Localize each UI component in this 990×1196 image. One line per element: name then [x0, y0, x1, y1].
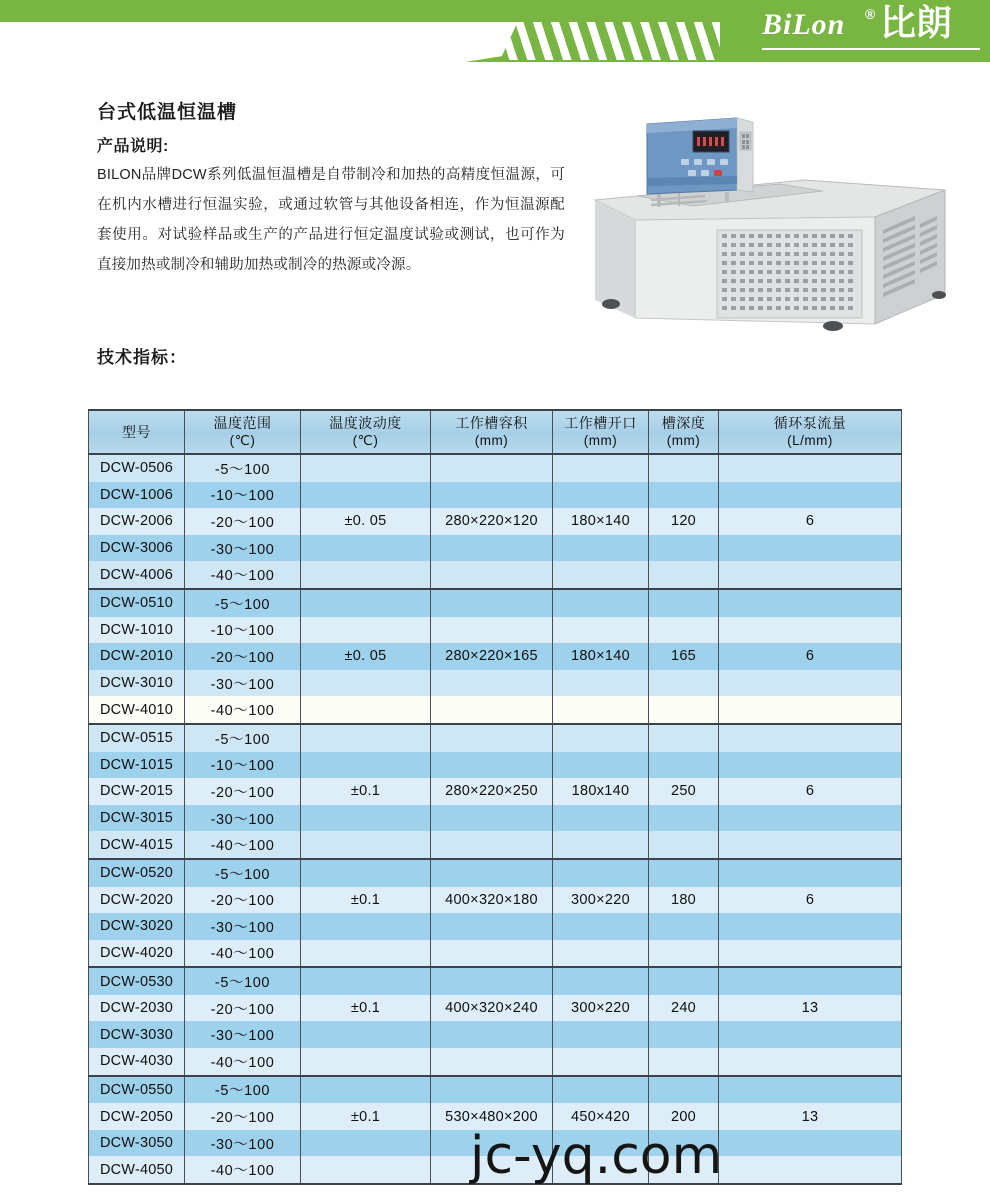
cell-temp-fluctuation: ±0.1 [301, 995, 431, 1022]
cell-tank-depth: 200 [649, 1103, 719, 1130]
cell-pump-flow [719, 589, 902, 617]
cell-temp-range: -20～100 [185, 778, 301, 805]
cell-temp-fluctuation [301, 589, 431, 617]
cell-model: DCW-2020 [89, 887, 185, 914]
cell-pump-flow [719, 535, 902, 562]
cell-temp-fluctuation [301, 561, 431, 589]
cell-temp-range: -40～100 [185, 1048, 301, 1076]
cell-pump-flow [719, 752, 902, 779]
cell-tank-depth [649, 696, 719, 724]
cell-tank-depth: 250 [649, 778, 719, 805]
cell-model: DCW-1006 [89, 482, 185, 509]
cell-tank-volume [431, 454, 553, 482]
cell-tank-depth [649, 724, 719, 752]
cell-tank-depth [649, 670, 719, 697]
cell-temp-fluctuation [301, 617, 431, 644]
cell-tank-volume [431, 617, 553, 644]
cell-temp-fluctuation [301, 454, 431, 482]
cell-pump-flow [719, 805, 902, 832]
cell-tank-depth [649, 967, 719, 995]
cell-temp-range: -5～100 [185, 859, 301, 887]
cell-model: DCW-0510 [89, 589, 185, 617]
cell-tank-opening [553, 589, 649, 617]
cell-temp-fluctuation [301, 967, 431, 995]
cell-tank-depth: 165 [649, 643, 719, 670]
table-row [89, 995, 902, 1022]
cell-temp-range: -30～100 [185, 913, 301, 940]
cell-model: DCW-3020 [89, 913, 185, 940]
cell-tank-opening [553, 831, 649, 859]
cell-pump-flow [719, 1048, 902, 1076]
cell-pump-flow: 6 [719, 643, 902, 670]
cell-pump-flow [719, 1021, 902, 1048]
cell-tank-depth: 240 [649, 995, 719, 1022]
cell-tank-opening [553, 561, 649, 589]
table-row [89, 752, 902, 779]
cell-model: DCW-2050 [89, 1103, 185, 1130]
cell-tank-volume [431, 913, 553, 940]
cell-temp-range: -30～100 [185, 535, 301, 562]
table-row [89, 1048, 902, 1076]
cell-tank-volume [431, 859, 553, 887]
cell-pump-flow [719, 454, 902, 482]
cell-model: DCW-1010 [89, 617, 185, 644]
cell-temp-fluctuation [301, 752, 431, 779]
col-header-tank-volume: 工作槽容积 (mm) [431, 410, 553, 454]
site-watermark: jc-yq.com [470, 1126, 723, 1186]
cell-temp-range: -30～100 [185, 1130, 301, 1157]
cell-temp-range: -40～100 [185, 561, 301, 589]
cell-temp-fluctuation [301, 913, 431, 940]
table-row [89, 967, 902, 995]
cell-pump-flow: 13 [719, 995, 902, 1022]
table-row [89, 482, 902, 509]
table-row [89, 535, 902, 562]
cell-temp-fluctuation [301, 859, 431, 887]
cell-model: DCW-4020 [89, 940, 185, 968]
cell-tank-depth [649, 913, 719, 940]
cell-pump-flow [719, 670, 902, 697]
table-row [89, 724, 902, 752]
cell-temp-range: -20～100 [185, 1103, 301, 1130]
cell-tank-depth [649, 535, 719, 562]
cell-pump-flow [719, 617, 902, 644]
cell-model: DCW-4015 [89, 831, 185, 859]
table-body [89, 454, 902, 1184]
cell-pump-flow: 6 [719, 887, 902, 914]
cell-tank-volume [431, 967, 553, 995]
cell-temp-range: -20～100 [185, 643, 301, 670]
cell-pump-flow: 6 [719, 508, 902, 535]
cell-temp-range: -10～100 [185, 617, 301, 644]
cell-tank-opening: 180×140 [553, 508, 649, 535]
cell-temp-range: -10～100 [185, 752, 301, 779]
col-header-tank-depth: 槽深度 (mm) [649, 410, 719, 454]
cell-tank-depth: 120 [649, 508, 719, 535]
cell-temp-fluctuation [301, 1076, 431, 1104]
cell-tank-volume [431, 752, 553, 779]
cell-tank-opening: 180×140 [553, 643, 649, 670]
cell-tank-volume [431, 805, 553, 832]
cell-tank-opening [553, 752, 649, 779]
cell-temp-fluctuation: ±0.1 [301, 778, 431, 805]
cell-tank-volume [431, 561, 553, 589]
description-heading: 产品说明: [97, 138, 169, 155]
cell-tank-opening [553, 913, 649, 940]
cell-model: DCW-2030 [89, 995, 185, 1022]
cell-tank-volume: 280×220×165 [431, 643, 553, 670]
cell-temp-fluctuation [301, 696, 431, 724]
table-row [89, 805, 902, 832]
product-photo [575, 112, 970, 337]
cell-pump-flow [719, 831, 902, 859]
cell-pump-flow [719, 940, 902, 968]
cell-tank-depth [649, 1048, 719, 1076]
cell-tank-volume [431, 589, 553, 617]
cell-temp-fluctuation [301, 940, 431, 968]
cell-model: DCW-3006 [89, 535, 185, 562]
cell-temp-range: -30～100 [185, 805, 301, 832]
table-row [89, 778, 902, 805]
cell-temp-fluctuation [301, 1048, 431, 1076]
cell-tank-opening [553, 967, 649, 995]
product-photo-illustration [575, 112, 970, 337]
cell-temp-fluctuation [301, 670, 431, 697]
cell-tank-depth [649, 805, 719, 832]
cell-temp-fluctuation [301, 831, 431, 859]
table-row [89, 1021, 902, 1048]
cell-pump-flow [719, 1076, 902, 1104]
specifications-table [88, 409, 902, 1185]
table-row [89, 454, 902, 482]
cell-tank-depth [649, 561, 719, 589]
cell-temp-range: -40～100 [185, 1156, 301, 1184]
cell-pump-flow [719, 724, 902, 752]
cell-tank-opening [553, 805, 649, 832]
col-header-pump-flow: 循环泵流量 (L/mm) [719, 410, 902, 454]
cell-temp-range: -20～100 [185, 995, 301, 1022]
table-row [89, 561, 902, 589]
table-row [89, 508, 902, 535]
table-row [89, 1076, 902, 1104]
table-row [89, 696, 902, 724]
col-header-tank-opening: 工作槽开口 (mm) [553, 410, 649, 454]
cell-tank-volume: 280×220×250 [431, 778, 553, 805]
cell-tank-volume: 400×320×180 [431, 887, 553, 914]
cell-temp-range: -5～100 [185, 589, 301, 617]
cell-temp-range: -30～100 [185, 1021, 301, 1048]
cell-tank-opening [553, 670, 649, 697]
cell-tank-opening: 450×420 [553, 1103, 649, 1130]
cell-model: DCW-4050 [89, 1156, 185, 1184]
cell-model: DCW-0530 [89, 967, 185, 995]
spec-section-heading: 技术指标： [97, 348, 187, 367]
table-row [89, 859, 902, 887]
cell-tank-volume [431, 1048, 553, 1076]
col-header-temp-range: 温度范围 (℃) [185, 410, 301, 454]
cell-tank-volume [431, 696, 553, 724]
cell-tank-depth [649, 752, 719, 779]
cell-temp-fluctuation [301, 1156, 431, 1184]
cell-temp-range: -40～100 [185, 696, 301, 724]
cell-model: DCW-3050 [89, 1130, 185, 1157]
cell-temp-fluctuation: ±0. 05 [301, 643, 431, 670]
cell-tank-opening: 300×220 [553, 887, 649, 914]
cell-temp-fluctuation [301, 482, 431, 509]
cell-temp-range: -20～100 [185, 887, 301, 914]
logo-underline [762, 48, 980, 50]
table-row [89, 589, 902, 617]
cell-temp-fluctuation [301, 1130, 431, 1157]
cell-tank-volume [431, 831, 553, 859]
cell-tank-opening [553, 940, 649, 968]
cell-temp-range: -40～100 [185, 940, 301, 968]
cell-tank-depth [649, 831, 719, 859]
table-row [89, 670, 902, 697]
table-row [89, 940, 902, 968]
page-banner [0, 0, 990, 62]
cell-tank-opening [553, 535, 649, 562]
cell-model: DCW-4010 [89, 696, 185, 724]
col-header-model: 型号 [89, 410, 185, 454]
cell-temp-fluctuation: ±0.1 [301, 1103, 431, 1130]
cell-model: DCW-3010 [89, 670, 185, 697]
cell-temp-fluctuation [301, 724, 431, 752]
cell-model: DCW-2010 [89, 643, 185, 670]
cell-tank-depth: 180 [649, 887, 719, 914]
cell-tank-opening [553, 617, 649, 644]
cell-temp-range: -5～100 [185, 724, 301, 752]
cell-pump-flow: 13 [719, 1103, 902, 1130]
cell-temp-range: -40～100 [185, 831, 301, 859]
banner-diagonal-stripes [500, 22, 720, 60]
cell-tank-depth [649, 940, 719, 968]
cell-tank-opening [553, 1076, 649, 1104]
table-row [89, 617, 902, 644]
cell-tank-volume: 280×220×120 [431, 508, 553, 535]
cell-tank-volume [431, 724, 553, 752]
cell-tank-opening [553, 482, 649, 509]
table-row [89, 831, 902, 859]
cell-temp-range: -5～100 [185, 967, 301, 995]
cell-temp-fluctuation: ±0. 05 [301, 508, 431, 535]
cell-tank-depth [649, 454, 719, 482]
cell-tank-volume [431, 1076, 553, 1104]
cell-tank-opening [553, 1021, 649, 1048]
cell-tank-volume: 400×320×240 [431, 995, 553, 1022]
page-title: 台式低温恒温槽 [97, 102, 238, 123]
cell-tank-volume [431, 670, 553, 697]
cell-tank-opening [553, 1048, 649, 1076]
cell-tank-volume [431, 1021, 553, 1048]
cell-temp-range: -10～100 [185, 482, 301, 509]
table-header [89, 410, 902, 454]
cell-model: DCW-0520 [89, 859, 185, 887]
cell-tank-opening [553, 724, 649, 752]
cell-tank-opening [553, 454, 649, 482]
cell-tank-opening: 180x140 [553, 778, 649, 805]
cell-pump-flow [719, 696, 902, 724]
table-row [89, 887, 902, 914]
cell-temp-range: -20～100 [185, 508, 301, 535]
cell-tank-depth [649, 589, 719, 617]
cell-model: DCW-3030 [89, 1021, 185, 1048]
cell-tank-depth [649, 617, 719, 644]
cell-model: DCW-2006 [89, 508, 185, 535]
table-header-row [89, 410, 902, 454]
cell-tank-volume: 530×480×200 [431, 1103, 553, 1130]
cell-model: DCW-2015 [89, 778, 185, 805]
cell-tank-opening [553, 859, 649, 887]
cell-pump-flow [719, 859, 902, 887]
cell-temp-range: -30～100 [185, 670, 301, 697]
cell-model: DCW-3015 [89, 805, 185, 832]
cell-pump-flow: 6 [719, 778, 902, 805]
cell-model: DCW-1015 [89, 752, 185, 779]
cell-tank-volume [431, 535, 553, 562]
bilon-logo [762, 4, 987, 54]
cell-tank-opening [553, 696, 649, 724]
cell-pump-flow [719, 561, 902, 589]
cell-temp-range: -5～100 [185, 454, 301, 482]
cell-model: DCW-0506 [89, 454, 185, 482]
cell-tank-volume [431, 940, 553, 968]
cell-pump-flow [719, 967, 902, 995]
table-row [89, 643, 902, 670]
cell-temp-fluctuation: ±0.1 [301, 887, 431, 914]
cell-pump-flow [719, 1130, 902, 1157]
cell-model: DCW-0515 [89, 724, 185, 752]
cell-tank-depth [649, 859, 719, 887]
cell-pump-flow [719, 1156, 902, 1184]
cell-model: DCW-0550 [89, 1076, 185, 1104]
cell-tank-volume [431, 482, 553, 509]
cell-temp-range: -5～100 [185, 1076, 301, 1104]
cell-temp-fluctuation [301, 1021, 431, 1048]
registered-trademark-icon: ® [865, 6, 876, 22]
col-header-temp-fluctuation: 温度波动度 (℃) [301, 410, 431, 454]
cell-pump-flow [719, 913, 902, 940]
table-row [89, 913, 902, 940]
logo-chinese-text: 比朗 [880, 3, 953, 44]
description-text: BILON品牌DCW系列低温恒温槽是自带制冷和加热的高精度恒温源，可在机内水槽进行恒温实验，或通过软管与其他设备相连，作为恒温源配套使用。对试验样品或生产的产品进行恒定温度试验或测试，也可作为直接加热或制冷和辅助加热或制冷的热源或冷源。 [97, 167, 565, 273]
cell-tank-depth [649, 1021, 719, 1048]
cell-model: DCW-4006 [89, 561, 185, 589]
cell-temp-fluctuation [301, 535, 431, 562]
logo-latin-text: BiLon [762, 8, 846, 41]
cell-tank-depth [649, 1076, 719, 1104]
cell-tank-depth [649, 482, 719, 509]
cell-tank-opening: 300×220 [553, 995, 649, 1022]
cell-pump-flow [719, 482, 902, 509]
cell-temp-fluctuation [301, 805, 431, 832]
cell-model: DCW-4030 [89, 1048, 185, 1076]
